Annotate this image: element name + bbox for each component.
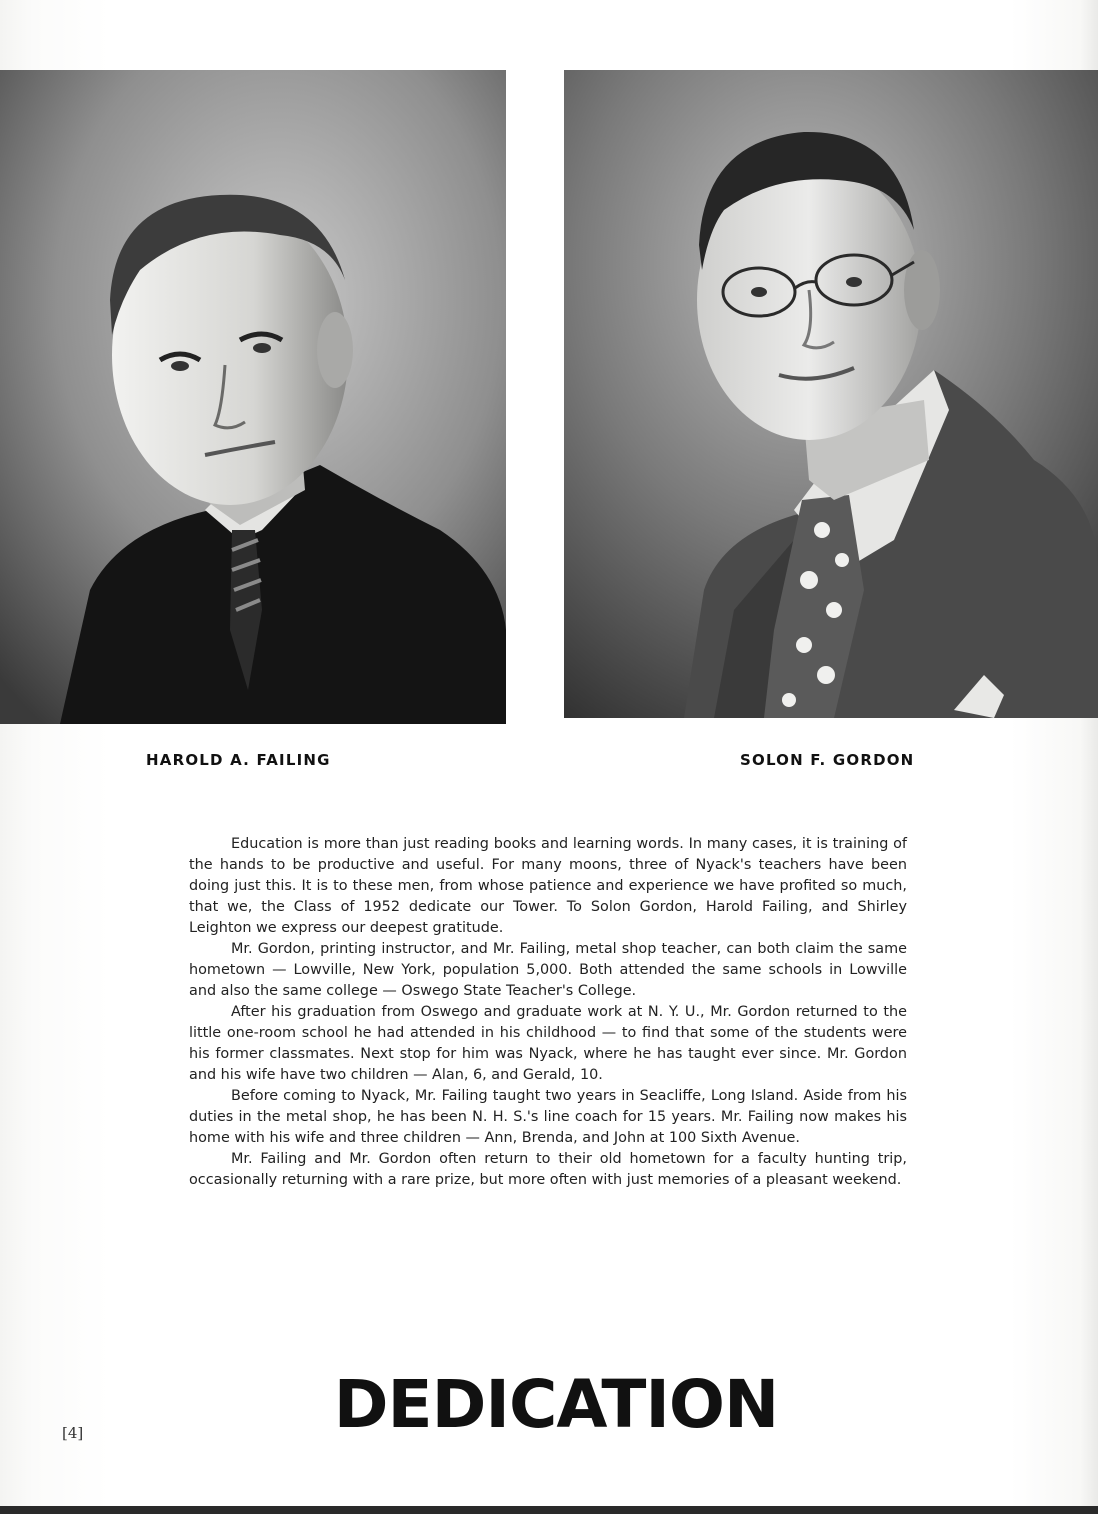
dedication-text: [189, 834, 907, 1191]
paragraph: Before coming to Nyack, Mr. Failing taught two years in Seacliffe, Long Island. Aside from his duties in the metal shop, he has been N. H. S.'s line coach for 15 years. Mr. Failing now makes his home with his wife and three children — Ann, Brenda, and John at 100 Sixth Avenue.: [189, 1088, 907, 1146]
paragraph: Education is more than just reading books and learning words. In many cases, it is training of the hands to be productive and useful. For many moons, three of Nyack's teachers have been doing just this. It is to these men, from whose patience and experience we have profited so much, that we, the Class of 1952 dedicate our Tower. To Solon Gordon, Harold Failing, and Shirley Leighton we express our deepest gratitude.: [189, 836, 907, 936]
paragraph: Mr. Gordon, printing instructor, and Mr. Failing, metal shop teacher, can both claim the same hometown — Lowville, New York, population 5,000. Both attended the same schools in Lowville and also the same college — Oswego State Teacher's College.: [189, 941, 907, 999]
page-bottom-edge: [0, 1506, 1098, 1514]
paragraph: After his graduation from Oswego and graduate work at N. Y. U., Mr. Gordon returned to the little one-room school he had attended in his childhood — to find that some of the students were his former classmates. Next stop for him was Nyack, where he has taught ever since. Mr. Gordon and his wife have two children — Alan, 6, and Gerald, 10.: [189, 1004, 907, 1083]
paragraph: Mr. Failing and Mr. Gordon often return to their old hometown for a faculty hunting trip, occasionally returning with a rare prize, but more often with just memories of a pleasant weekend.: [189, 1151, 907, 1188]
portrait-photo-solon-gordon: [564, 70, 1098, 718]
page-number: [4]: [62, 1424, 84, 1442]
page-title: DEDICATION: [333, 1366, 779, 1443]
portrait-caption-left: HAROLD A. FAILING: [146, 751, 331, 769]
portrait-photo-harold-failing: [0, 70, 506, 724]
portrait-caption-right: SOLON F. GORDON: [740, 751, 915, 769]
